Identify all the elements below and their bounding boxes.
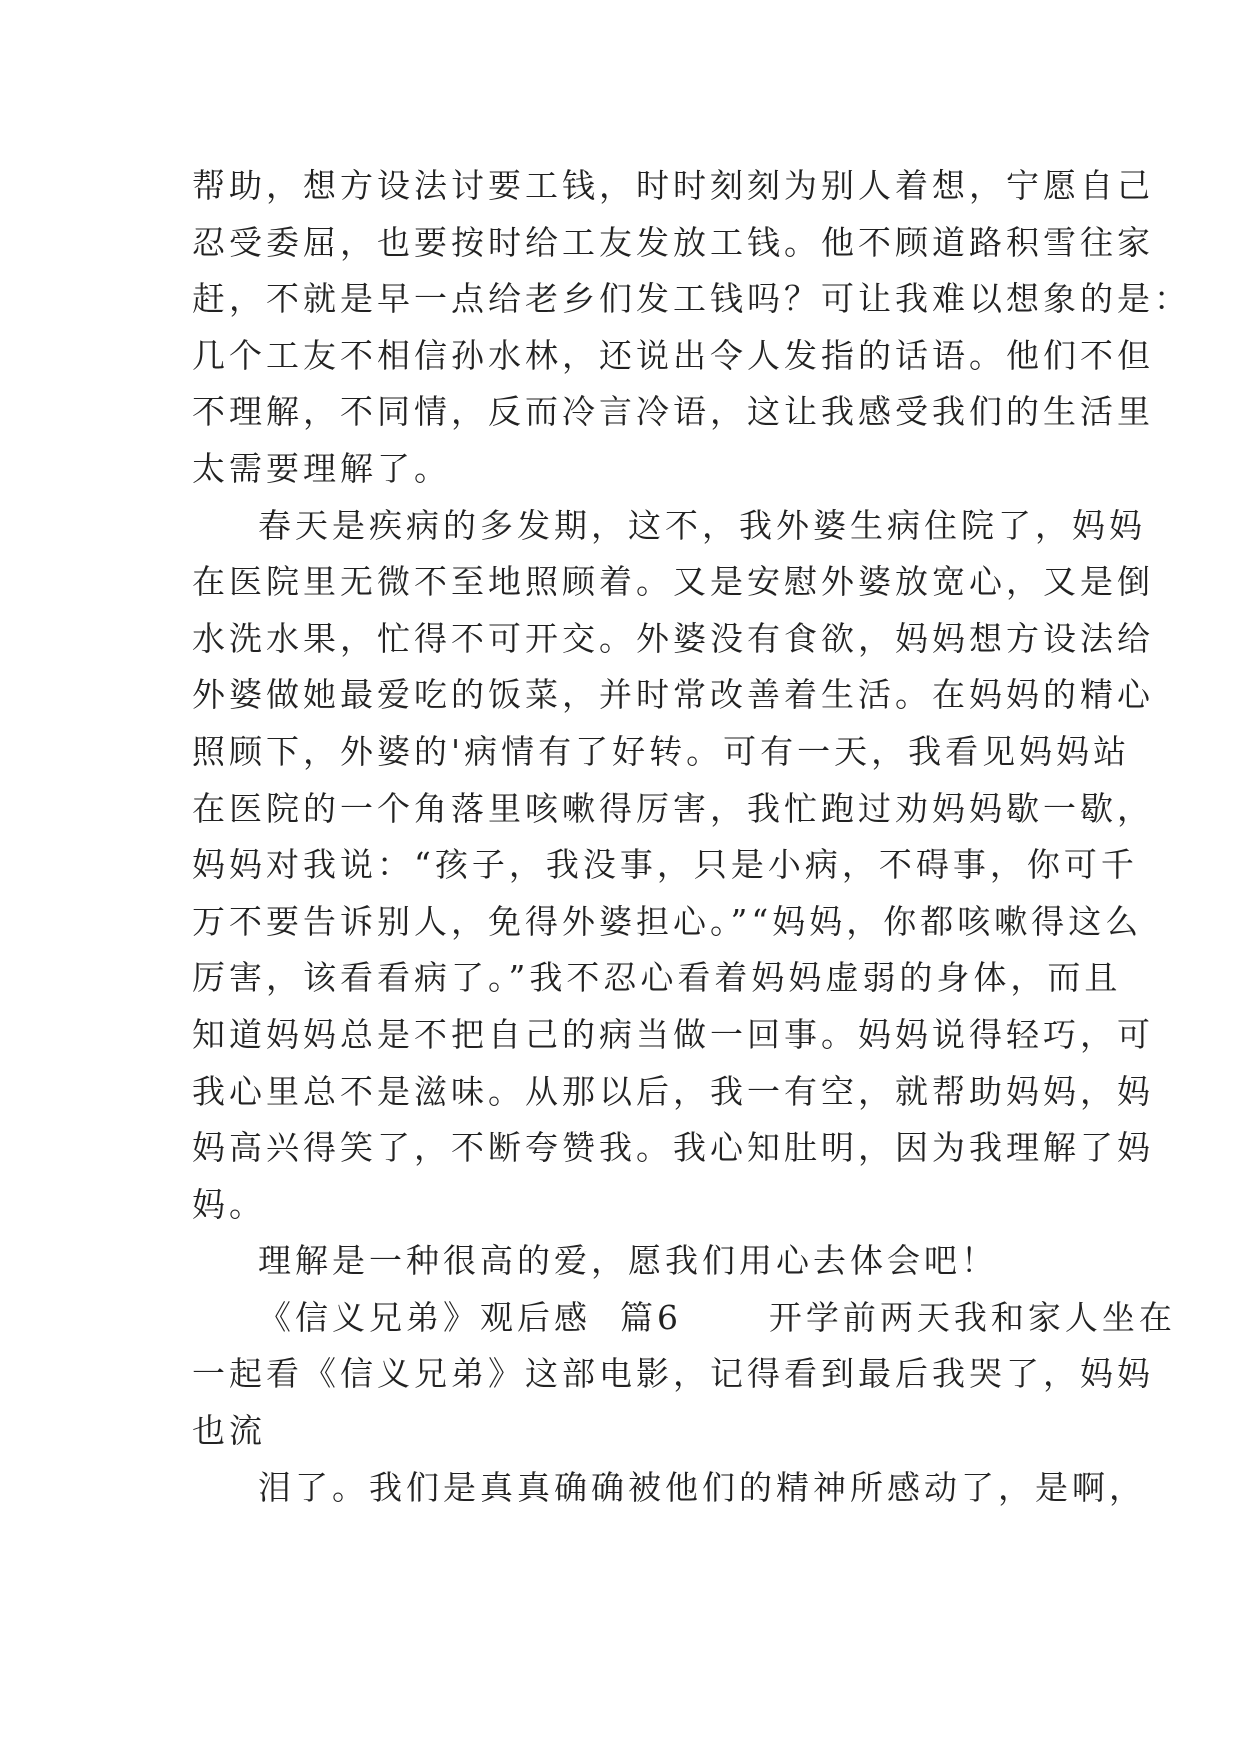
text-line: 万不要告诉别人，免得外婆担心。”“妈妈，你都咳嗽得这么 bbox=[192, 901, 1143, 941]
paragraph-start-line: 泪了。我们是真真确确被他们的精神所感动了，是啊， bbox=[258, 1467, 1146, 1507]
text-line: 不理解，不同情，反而冷言冷语，这让我感受我们的生活里 bbox=[192, 392, 1154, 432]
text-line: 厉害，该看看病了。”我不忍心看着妈妈虚弱的身体，而且 bbox=[192, 958, 1122, 998]
text-line: 几个工友不相信孙水林，还说出令人发指的话语。他们不但 bbox=[192, 335, 1154, 375]
text-line: 照顾下，外婆的'病情有了好转。可有一天，我看见妈妈站 bbox=[192, 731, 1131, 771]
text-line: 忍受委屈，也要按时给工友发放工钱。他不顾道路积雪往家 bbox=[192, 222, 1154, 262]
text-line: 一起看《信义兄弟》这部电影，记得看到最后我哭了，妈妈 bbox=[192, 1354, 1154, 1394]
text-line: 外婆做她最爱吃的饭菜，并时常改善着生活。在妈妈的精心 bbox=[192, 675, 1154, 715]
paragraph-start-line: 理解是一种很高的爱，愿我们用心去体会吧！ bbox=[258, 1241, 998, 1281]
text-line: 太需要理解了。 bbox=[192, 448, 451, 488]
text-line: 帮助，想方设法讨要工钱，时时刻刻为别人着想，宁愿自己 bbox=[192, 166, 1154, 205]
text-line: 赶，不就是早一点给老乡们发工钱吗？可让我难以想象的是： bbox=[192, 279, 1191, 319]
text-line: 妈妈对我说：“孩子，我没事，只是小病，不碍事，你可千 bbox=[192, 845, 1138, 885]
text-line: 知道妈妈总是不把自己的病当做一回事。妈妈说得轻巧，可 bbox=[192, 1014, 1154, 1054]
text-line: 在医院的一个角落里咳嗽得厉害，我忙跑过劝妈妈歇一歇， bbox=[192, 788, 1154, 828]
text-line: 水洗水果，忙得不可开交。外婆没有食欲，妈妈想方设法给 bbox=[192, 618, 1154, 658]
text-line: 我心里总不是滋味。从那以后，我一有空，就帮助妈妈，妈 bbox=[192, 1071, 1154, 1111]
section-heading-line: 《信义兄弟》观后感 篇6 开学前两天我和家人坐在 bbox=[258, 1297, 1176, 1337]
text-line: 也流 bbox=[192, 1411, 266, 1451]
text-line: 妈。 bbox=[192, 1184, 266, 1224]
paragraph-start-line: 春天是疾病的多发期，这不，我外婆生病住院了，妈妈 bbox=[258, 505, 1146, 545]
text-line: 妈高兴得笑了，不断夸赞我。我心知肚明，因为我理解了妈 bbox=[192, 1128, 1154, 1168]
body-text bbox=[192, 158, 1191, 1516]
text-line: 在医院里无微不至地照顾着。又是安慰外婆放宽心，又是倒 bbox=[192, 562, 1154, 602]
